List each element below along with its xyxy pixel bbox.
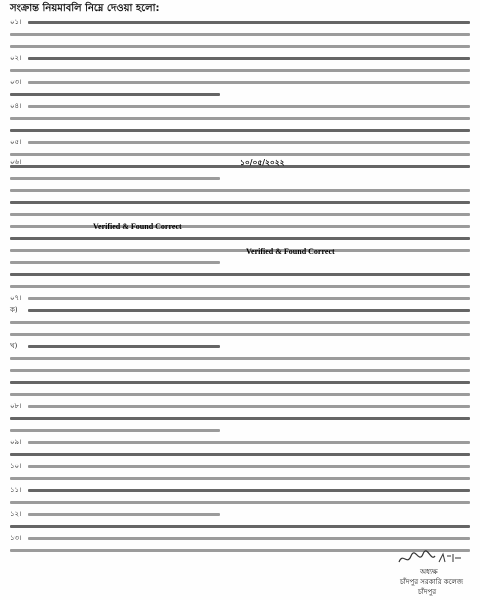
text-line xyxy=(10,357,470,360)
text-line xyxy=(10,201,470,204)
list-marker: ক) xyxy=(10,306,18,314)
text-line xyxy=(10,417,470,420)
text-line xyxy=(28,57,470,60)
text-line xyxy=(10,153,470,156)
list-marker: ১০। xyxy=(10,462,22,470)
list-marker: ০৭। xyxy=(10,294,22,302)
text-line xyxy=(10,93,220,96)
text-line xyxy=(10,237,470,240)
text-line xyxy=(28,309,470,312)
text-line xyxy=(10,117,470,120)
list-marker: ১৩। xyxy=(10,534,22,542)
signature-town: চাঁদপুর xyxy=(418,588,437,596)
text-line xyxy=(28,345,220,348)
text-line xyxy=(10,45,470,48)
text-line xyxy=(28,537,470,540)
text-line xyxy=(10,525,470,528)
text-line xyxy=(10,249,470,252)
text-line xyxy=(10,381,470,384)
text-line xyxy=(28,465,470,468)
signature-college: চাঁদপুর সরকারি কলেজ xyxy=(400,578,463,586)
text-line xyxy=(10,321,470,324)
list-marker: ০৩। xyxy=(10,78,22,86)
text-line xyxy=(10,501,470,504)
text-line xyxy=(28,141,470,144)
text-line xyxy=(10,189,470,192)
notice-heading: সংক্রান্ত নিয়মাবলি নিম্নে দেওয়া হলো: xyxy=(10,3,160,14)
text-line xyxy=(10,477,470,480)
text-line xyxy=(10,429,220,432)
text-line xyxy=(10,453,470,456)
text-line xyxy=(10,177,220,180)
text-line xyxy=(10,129,470,132)
text-line xyxy=(10,225,470,228)
text-line xyxy=(10,33,470,36)
list-marker: ০৯। xyxy=(10,438,22,446)
list-marker: খ) xyxy=(10,342,18,350)
text-line xyxy=(28,297,470,300)
text-line xyxy=(10,213,470,216)
list-marker: ০১। xyxy=(10,18,22,26)
signature-image xyxy=(395,548,465,570)
text-line xyxy=(28,489,470,492)
list-marker: ০৪। xyxy=(10,102,22,110)
list-marker: ০২। xyxy=(10,54,22,62)
text-line xyxy=(28,105,470,108)
text-line xyxy=(10,393,470,396)
text-line xyxy=(10,261,220,264)
text-line xyxy=(28,21,470,24)
list-marker: ০৬। xyxy=(10,158,22,166)
verified-stamp-text-2: Verified & Found Correct xyxy=(246,247,335,256)
list-marker: ০৫। xyxy=(10,138,22,146)
text-line xyxy=(10,333,470,336)
text-line xyxy=(28,405,470,408)
text-line xyxy=(28,513,220,516)
list-marker: ১২। xyxy=(10,510,22,518)
list-marker: ০৮। xyxy=(10,402,22,410)
text-line xyxy=(10,285,470,288)
text-line xyxy=(10,69,470,72)
text-line xyxy=(10,273,470,276)
verified-stamp-text-1: Verified & Found Correct xyxy=(93,222,182,231)
text-line xyxy=(10,369,470,372)
list-marker: ১১। xyxy=(10,486,22,494)
text-line xyxy=(28,441,470,444)
signature-title: অধ্যক্ষ xyxy=(420,568,438,576)
deadline-date: ১০/০৫/২০২২ xyxy=(240,158,285,167)
text-line xyxy=(28,81,470,84)
